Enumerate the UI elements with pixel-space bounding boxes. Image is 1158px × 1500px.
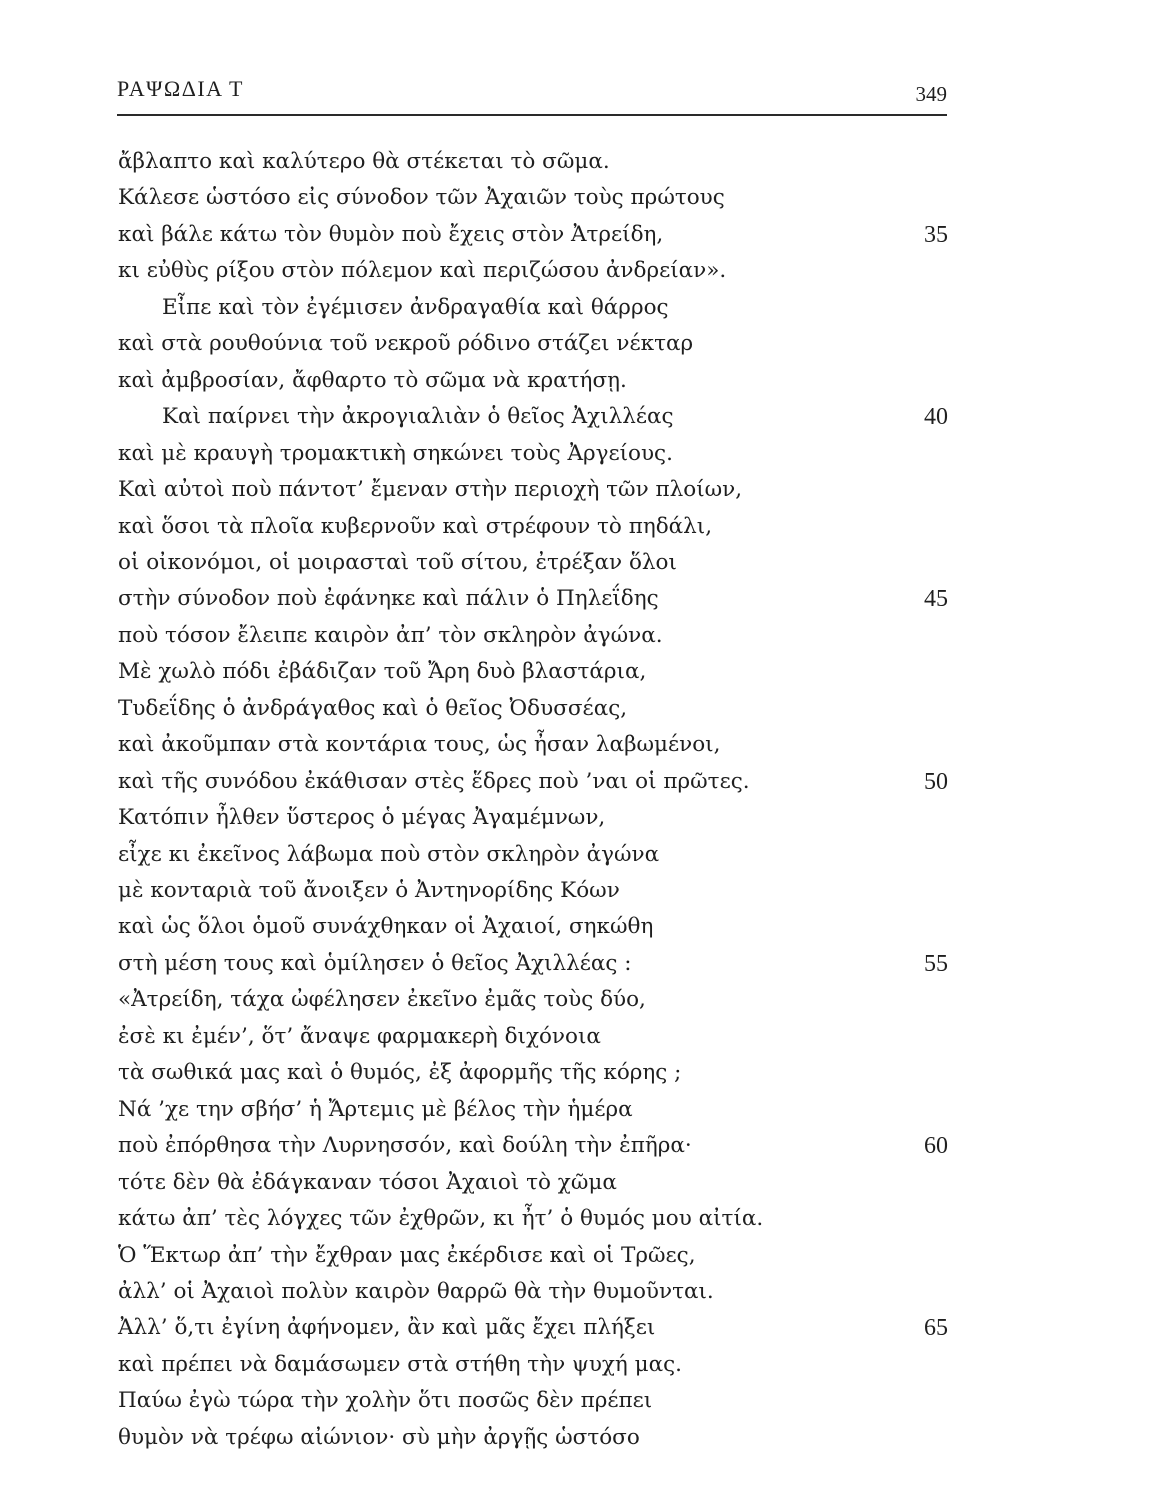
verse-line <box>118 837 948 873</box>
verse-line <box>118 946 948 982</box>
page-number: 349 <box>915 82 947 106</box>
verse-text: καὶ ἀμβροσίαν, ἄφθαρτο τὸ σῶμα νὰ κρατήσῃ. <box>118 367 627 393</box>
verse-line <box>118 1420 948 1456</box>
line-number: 45 <box>924 586 948 613</box>
verse-text: Καὶ αὐτοὶ ποὺ πάντοτ’ ἔμεναν στὴν περιοχὴ τῶν πλοίων, <box>118 477 743 503</box>
line-number: 60 <box>924 1133 948 1160</box>
verse-text: τότε δὲν θὰ ἐδάγκαναν τόσοι Ἀχαιοὶ τὸ χῶμα <box>118 1169 617 1195</box>
verse-line <box>118 691 948 727</box>
verse-line <box>118 909 948 945</box>
header-rule <box>117 114 947 116</box>
verse-text: καὶ στὰ ρουθούνια τοῦ νεκροῦ ρόδινο στάζει νέκταρ <box>118 331 694 357</box>
verse-line <box>118 764 948 800</box>
verse-line <box>118 1019 948 1055</box>
verse-text: καὶ βάλε κάτω τὸν θυμὸν ποὺ ἔχεις στὸν Ἀτρείδη, <box>118 221 664 247</box>
verse-text: Εἶπε καὶ τὸν ἐγέμισεν ἀνδραγαθία καὶ θάρρος <box>162 294 669 320</box>
verse-text: ἐσὲ κι ἐμέν’, ὅτ’ ἄναψε φαρμακερὴ διχόνοια <box>118 1023 601 1049</box>
verse-line <box>118 1274 948 1310</box>
line-number: 50 <box>924 768 948 795</box>
verse-text: ἀλλ’ οἱ Ἀχαιοὶ πολὺν καιρὸν θαρρῶ θὰ τὴν θυμοῦνται. <box>118 1278 714 1304</box>
running-head: ΡΑΨΩΔΙΑ Τ <box>117 76 244 101</box>
verse-text: καὶ ὡς ὅλοι ὁμοῦ συνάχθηκαν οἱ Ἀχαιοί, σηκώθη <box>118 914 654 940</box>
verse-line <box>118 326 948 362</box>
verse-text: καὶ τῆς συνόδου ἐκάθισαν στὲς ἕδρες ποὺ ’ναι οἱ πρῶτες. <box>118 768 750 794</box>
verse-line <box>118 1238 948 1274</box>
verse-line <box>118 727 948 763</box>
verse-line <box>118 545 948 581</box>
verse-text: οἱ οἰκονόμοι, οἱ μοιρασταὶ τοῦ σίτου, ἐτρέξαν ὅλοι <box>118 549 677 575</box>
verse-line <box>118 217 948 253</box>
line-number: 65 <box>924 1315 948 1342</box>
verse-text: μὲ κονταριὰ τοῦ ἄνοιξεν ὁ Ἀντηνορίδης Κόων <box>118 878 620 903</box>
verse-line <box>118 800 948 836</box>
verse-line <box>118 1055 948 1091</box>
verse-text: Κατόπιν ἦλθεν ὕστερος ὁ μέγας Ἀγαμέμνων, <box>118 805 606 831</box>
verse-text: κι εὐθὺς ρίξου στὸν πόλεμον καὶ περιζώσου ἀνδρείαν». <box>118 258 727 284</box>
verse-text: ἄβλαπτο καὶ καλύτερο θὰ στέκεται τὸ σῶμα. <box>118 149 610 174</box>
verse-line <box>118 1092 948 1128</box>
verse-line <box>118 290 948 326</box>
verse-text: στὴν σύνοδον ποὺ ἐφάνηκε καὶ πάλιν ὁ Πηλεΐδης <box>118 586 659 612</box>
verse-text: Παύω ἐγὼ τώρα τὴν χολὴν ὅτι ποσῶς δὲν πρέπει <box>118 1388 653 1414</box>
verse-line <box>118 982 948 1018</box>
verse-text: ποὺ ἐπόρθησα τὴν Λυρνησσόν, καὶ δούλη τὴν ἐπῆρα· <box>118 1133 692 1159</box>
verse-line <box>118 1383 948 1419</box>
verse-line <box>118 873 948 909</box>
verse-line <box>118 1347 948 1383</box>
verse-text: Ὁ Ἕκτωρ ἀπ’ τὴν ἔχθραν μας ἐκέρδισε καὶ οἱ Τρῶες, <box>118 1242 696 1268</box>
verse-text: τὰ σωθικά μας καὶ ὁ θυμός, ἐξ ἀφορμῆς τῆς κόρης ; <box>118 1060 682 1086</box>
verse-text: καὶ μὲ κραυγὴ τρομακτικὴ σηκώνει τοὺς Ἀργείους. <box>118 440 673 466</box>
verse-text: Καὶ παίρνει τὴν ἀκρογιαλιὰν ὁ θεῖος Ἀχιλλέας <box>162 404 674 430</box>
verse-line <box>118 253 948 289</box>
verse-line <box>118 618 948 654</box>
verse-text: κάτω ἀπ’ τὲς λόγχες τῶν ἐχθρῶν, κι ἦτ’ ὁ θυμός μου αἰτία. <box>118 1206 764 1232</box>
line-number: 35 <box>924 221 948 248</box>
verse-line <box>118 436 948 472</box>
verse-text: στὴ μέση τους καὶ ὁμίλησεν ὁ θεῖος Ἀχιλλέας : <box>118 950 632 976</box>
verse-text: «Ἀτρείδη, τάχα ὠφέλησεν ἐκεῖνο ἐμᾶς τοὺς δύο, <box>118 987 646 1013</box>
verse-text: Κάλεσε ὡστόσο εἰς σύνοδον τῶν Ἀχαιῶν τοὺς πρώτους <box>118 185 725 211</box>
verse-line <box>118 144 948 180</box>
verse-text: καὶ ἀκοῦμπαν στὰ κοντάρια τους, ὡς ἦσαν λαβωμένοι, <box>118 732 721 758</box>
verse-text: Τυδεΐδης ὁ ἀνδράγαθος καὶ ὁ θεῖος Ὀδυσσέας, <box>118 695 628 721</box>
verse-text: Νά ’χε την σβήσ’ ἡ Ἄρτεμις μὲ βέλος τὴν ἡμέρα <box>118 1096 633 1122</box>
verse-line <box>118 1128 948 1164</box>
verse-text: θυμὸν νὰ τρέφω αἰώνιον· σὺ μὴν ἀργῇς ὡστόσο <box>118 1424 640 1450</box>
verse-line <box>118 1201 948 1237</box>
verse-line <box>118 399 948 435</box>
verse-line <box>118 654 948 690</box>
verse-line <box>118 1165 948 1201</box>
verse-text: Μὲ χωλὸ πόδι ἐβάδιζαν τοῦ Ἄρη δυὸ βλαστάρια, <box>118 659 647 685</box>
verse-line <box>118 1310 948 1346</box>
line-number: 55 <box>924 950 948 977</box>
page-header <box>117 76 947 106</box>
verse-line <box>118 363 948 399</box>
line-number: 40 <box>924 404 948 431</box>
verse-text: καὶ ὅσοι τὰ πλοῖα κυβερνοῦν καὶ στρέφουν τὸ πηδάλι, <box>118 513 713 539</box>
verse-line <box>118 180 948 216</box>
verse-line <box>118 581 948 617</box>
verse-text: ποὺ τόσον ἔλειπε καιρὸν ἀπ’ τὸν σκληρὸν ἀγώνα. <box>118 622 663 648</box>
verse-text: Ἀλλ’ ὅ,τι ἐγίνη ἀφήνομεν, ἂν καὶ μᾶς ἔχει πλήξει <box>118 1315 656 1341</box>
verse-text: καὶ πρέπει νὰ δαμάσωμεν στὰ στήθη τὴν ψυχή μας. <box>118 1351 683 1377</box>
verse-line <box>118 509 948 545</box>
verse-text: εἶχε κι ἐκεῖνος λάβωμα ποὺ στὸν σκληρὸν ἀγώνα <box>118 841 660 867</box>
verse-line <box>118 472 948 508</box>
